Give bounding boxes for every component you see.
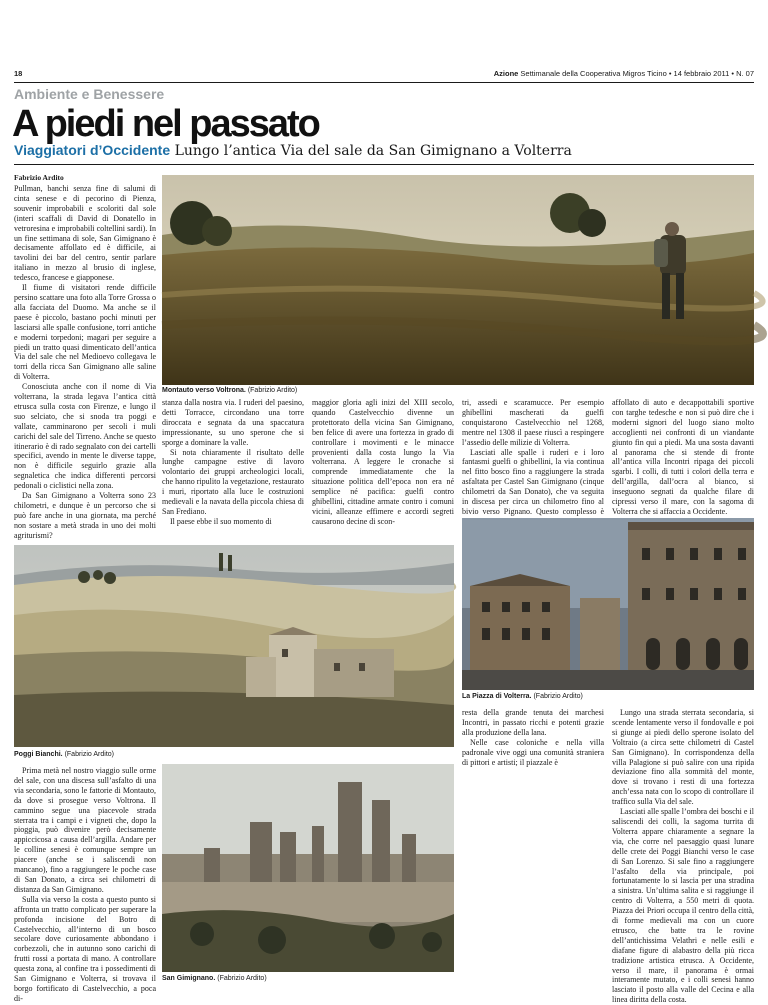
- caption-title: Montauto verso Voltrona.: [162, 387, 246, 394]
- caption-title: Poggi Bianchi.: [14, 751, 63, 758]
- paragraph: Prima metà nel nostro viaggio sulle orme del sale, con una discesa sull’asfalto di una via secondaria, sono le fattorie di Montauto, da dove si prosegue verso Voltrona. Il cammino segue una piacevole strada sterrata tra i campi e i vigneti che, dopo la pioggia, può divenire però decisamente appiccicosa a causa dell’argilla. Andare per le colline senesi è comunque sempre un piacere (anche se i saliscendi non mancano), fino a raggiungere le poche case di San Donato, a circa sei chilometri di distanza da San Gimignano.: [14, 766, 156, 894]
- paragraph: Nelle case coloniche e nella villa padronale vive oggi una comunità straniera di pittori e artisti; il piazzale è: [462, 737, 604, 767]
- photo-poggi-bianchi: [14, 545, 454, 747]
- byline: Fabrizio Ardito: [14, 173, 64, 182]
- caption-title: San Gimignano.: [162, 975, 216, 982]
- headline: A piedi nel passato: [12, 103, 319, 145]
- photo-montauto: [162, 175, 754, 385]
- caption-credit: (Fabrizio Ardito): [64, 751, 114, 758]
- caption-volterra: [462, 693, 583, 700]
- paragraph: tri, assedi e scaramucce. Per esempio ghibellini mascherati da guelfi conquistarono Castelvecchio nel 1268, mentre nel 1308 il paese riuscì a respingere l’assedio delle milizie di Volterra.: [462, 398, 604, 447]
- paragraph: Pullman, banchi senza fine di salumi di cinta senese e di pecorino di Pienza, souvenir improbabili e scoloriti dal sole (interi scaffali di David di Donatello in vetroresina e improbabili coltellini sardi). In un fine settimana di sole, San Gimignano è decisamente affollato ed è difficile, ai tavolini dei bar del centro, sentir parlare italiano in mezzo al brusio di inglese, tedesco, francese e giapponese.: [14, 184, 156, 283]
- subhead: [14, 142, 572, 159]
- publication-name: Azione: [493, 69, 519, 78]
- paragraph: affollato di auto e decappottabili sportive con targhe tedesche e non si può dire che i moderni signori del luogo siano molto accoglienti nei confronti di un viandante giunto fin qui a piedi. Ma una sosta davanti al panorama che si stende di fronte all’antica villa Incontri ripaga dei piccoli sgarbi. I colli, di tutti i colori della terra e dell’argilla, dall’ocra al bianco, si inseguono segnati da qualche filare di cipressi verso il mare, con la sagoma di Volterra che si affaccia a Occidente.: [612, 398, 754, 516]
- caption-poggi: [14, 751, 114, 758]
- paragraph: Si nota chiaramente il risultato delle lunghe campagne estive di lavoro volontario dei gruppi archeologici locali, che hanno ripulito la vegetazione, restaurato i muri, riportato alla luce le costruzioni medievali e la navata della piccola chiesa di San Frediano.: [162, 447, 304, 516]
- photo-volterra: [462, 518, 754, 690]
- article-column-3: [312, 398, 454, 526]
- paragraph: maggior gloria agli inizi del XIII secolo, quando Castelvecchio divenne un protettorato della vicina San Gimignano, ben felice di avere una fortezza in grado di controllare i movimenti e le minacce provenienti dalla costa lungo la Via volterrana. A leggere le cronache si comprende immediatamente che la situazione politica dell’epoca non era né semplice né pacifica: guelfi contro ghibellini, cittadine armate contro i comuni vicini, alleanze effimere e accordi segreti causarono decine di scon-: [312, 398, 454, 526]
- paragraph: Il paese ebbe il suo momento di: [170, 516, 272, 526]
- caption-montauto: [162, 387, 297, 394]
- caption-credit: (Fabrizio Ardito): [533, 693, 583, 700]
- paragraph: stanza dalla nostra via. I ruderi del paesino, detti Torracce, circondano una torre diroccata e segnata da una spaccatura impressionante, su uno sperone che si sporge a dominare la valle.: [162, 398, 304, 447]
- paragraph: Lasciati alle spalle i ruderi e i loro fantasmi guelfi o ghibellini, la via continua nel fitto bosco fino a raggiungere la strada asfaltata per Castel San Gimignano (cinque chilometri da San Donato), che va seguita in discesa per circa un chilometro fino al bivio verso Pignano. Questo complesso è: [462, 447, 604, 516]
- article-column-1: [14, 184, 156, 584]
- article-column-5: [612, 398, 754, 516]
- paragraph: resta della grande tenuta dei marchesi Incontri, in passato ricchi e potenti grazie alla produzione della lana.: [462, 708, 604, 737]
- masthead-details: Settimanale della Cooperativa Migros Ticino • 14 febbraio 2011 • N. 07: [520, 69, 754, 78]
- subhead-text: Lungo l’antica Via del sale da San Gimignano a Volterra: [174, 143, 572, 159]
- paragraph: Il fiume di visitatori rende difficile persino scattare una foto alla Torre Grossa o alla facciata del Duomo. Ma anche se il paese è piccolo, bastano pochi minuti per lasciarsi alle spalle confusione, torri antiche e moderni torpedoni; magari per seguire a piedi un tratto quasi dimenticato dell’antica Via del sale che nel Medioevo collegava le torri della ricca San Gimignano alle saline di Volterra.: [14, 283, 156, 382]
- paragraph: Lasciati alle spalle l’ombra dei boschi e il saliscendi dei colli, la sagoma turrita di Volterra appare chiaramente a segnare la via, che corre nel paesaggio quasi lunare delle crete dei Poggi Bianchi verso le case di San Lorenzo. Si sale fino a raggiungere l’asfalto della via principale, poi fortunatamente lo si lascia per una stradina a sinistra. Un’ultima salita e si raggiunge il centro di Volterra, a 550 metri di quota. Piazza dei Priori occupa il centro della città, di forme medievali ma con un cuore etrusco, che batte tra le rovine dell’antichissima Velathri e nelle esili e diafane figure di alabastro della più ricca tradizione artistica etrusca. A Occidente, verso il mare, il panorama è ormai interamente mutato, e i colli senesi hanno lasciato il posto alla valle del Cecina e alla linea diritta della costa.: [612, 807, 754, 1005]
- paragraph: Da San Gimignano a Volterra sono 23 chilometri, e dunque è un percorso che si può fare anche in una giornata, ma perché non sostare a metà strada in uno dei molti agriturismi?: [14, 491, 156, 540]
- caption-san-gimignano: [162, 975, 267, 982]
- page-number: 18: [14, 69, 23, 78]
- paragraph: Sulla via verso la costa a questo punto si affronta un tratto complicato per superare la profonda incisione del Botro di Castelvecchio, all’interno di un bosco secolare dove curiosamente abbondano i corbezzoli, che in autunno sono carichi di frutti rossi a portata di mano. A controllare questa zona, al confine tra i possedimenti di San Gimignano e Volterra, si trovava il borgo fortificato di Castelvecchio, a poca di-: [14, 894, 156, 1003]
- subhead-rule: [14, 164, 754, 165]
- article-column-5-lower: [612, 708, 754, 1005]
- kicker: Viaggiatori d’Occidente: [14, 142, 171, 158]
- section-title: Ambiente e Benessere: [14, 86, 165, 102]
- paragraph: Lungo una strada sterrata secondaria, si scende lentamente verso il fondovalle e poi si giunge ai piedi dello sperone isolato del Voltraio (a circa sette chilometri di Castel San Gimignano). In corrispondenza della villa Palagione si può salire con una ripida deviazione fino alla sommità del monte, dove si trovano i resti di una fortezza anch’essa nata con lo scopo di controllare il traffico sulla Via del sale.: [612, 708, 754, 807]
- header-rule: [14, 82, 754, 83]
- caption-credit: (Fabrizio Ardito): [217, 975, 267, 982]
- article-column-1-lower: [14, 766, 156, 1003]
- article-column-4-lower: [462, 708, 604, 768]
- caption-title: La Piazza di Volterra.: [462, 693, 532, 700]
- article-column-2: [162, 398, 304, 526]
- photo-san-gimignano: [162, 764, 454, 972]
- paragraph: Conosciuta anche con il nome di Via volterrana, la strada legava l’antica città etrusca sulla costa con Firenze, e lungo il suo selciato, che si snoda tra poggi e vallate, camminarono per secoli i muli carichi del sale del Tirreno. Anche se questo itinerario è di rado segnalato con dei cartelli specifici, avendo in mente le diverse tappe, non è difficile seguirlo grazie alla segnaletica che indica differenti percorsi pedonali o ciclistici nella zona.: [14, 382, 156, 491]
- article-column-4: [462, 398, 604, 516]
- masthead: [494, 69, 754, 78]
- caption-credit: (Fabrizio Ardito): [247, 387, 298, 394]
